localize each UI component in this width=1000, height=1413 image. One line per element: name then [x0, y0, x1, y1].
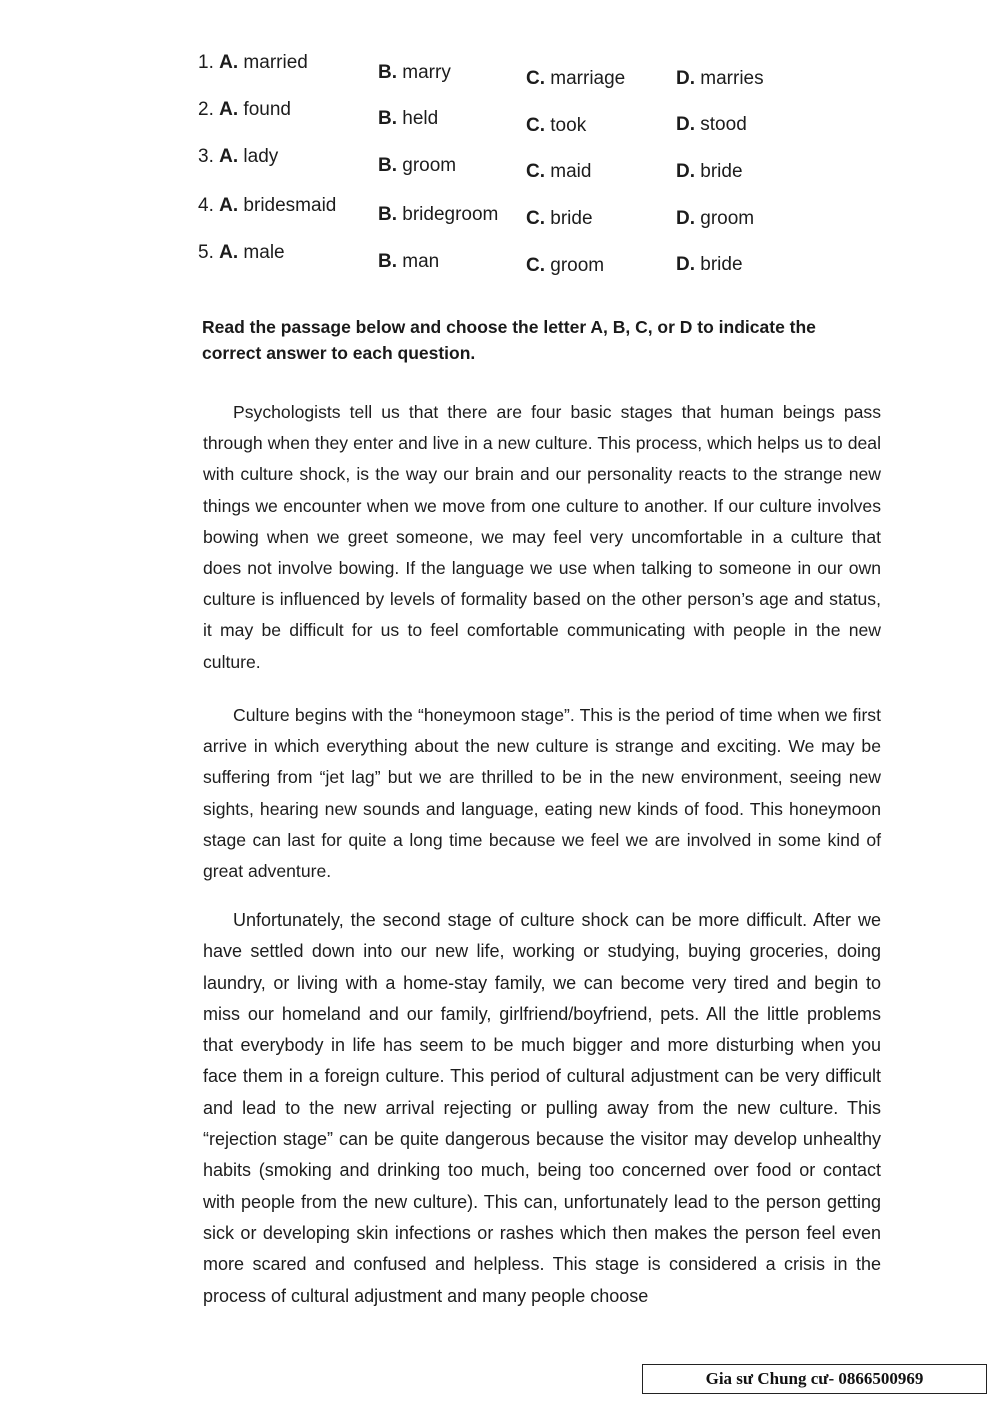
passage-paragraph-1: Psychologists tell us that there are four basic stages that human beings pass through when they enter and live in a new culture. This process, which helps us to deal with culture shock, is the way our brain and our personality reacts to the strange new things we encounter when we move from one culture to another. If our culture involves bowing when we greet someone, we may feel very uncomfortable in a culture that does not involve bowing. If the language we use when talking to someone in our own culture is influenced by levels of formality based on the other person’s age and status, it may be difficult for us to feel comfortable communicating with people in the new culture. [203, 402, 881, 672]
option-b: B. marry [378, 62, 451, 83]
question-row [198, 146, 898, 182]
question-row [198, 195, 898, 229]
option-b: B. bridegroom [378, 204, 499, 225]
option-d: D. marries [676, 68, 764, 89]
option-c: C. groom [526, 255, 605, 276]
option-d: D. bride [676, 254, 743, 275]
option-c: C. maid [526, 161, 592, 182]
option-a: 3. A. lady [198, 146, 279, 167]
option-b: B. man [378, 251, 440, 272]
reading-instruction: Read the passage below and choose the letter A, B, C, or D to indicate the correct answer to each question. [202, 317, 816, 363]
option-c: C. bride [526, 208, 593, 229]
option-a: 2. A. found [198, 99, 291, 120]
option-a: 1. A. married [198, 52, 308, 73]
question-row [198, 242, 898, 276]
option-c: C. took [526, 115, 587, 136]
option-b: B. held [378, 108, 439, 129]
option-d: D. groom [676, 208, 755, 229]
option-d: D. stood [676, 114, 747, 135]
option-b: B. groom [378, 155, 457, 176]
option-c: C. marriage [526, 68, 626, 89]
option-a: 5. A. male [198, 242, 285, 263]
question-row [198, 99, 898, 136]
passage-paragraph-3: Unfortunately, the second stage of culture shock can be more difficult. After we have settled down into our new life, working or studying, buying groceries, doing laundry, or living with a home-stay family, we can become very tired and begin to miss our homeland and our family, girlfriend/boyfriend, pets. All the little problems that everybody in life has seem to be much bigger and more disturbing when you face them in a foreign culture. This period of cultural adjustment can be very difficult and lead to the new arrival rejecting or pulling away from the new culture. This “rejection stage” can be quite dangerous because the visitor may develop unhealthy habits (smoking and drinking too much, being too concerned over food or contact with people from the new culture). This can, unfortunately lead to the person getting sick or developing skin infections or rashes which then makes the person feel even more scared and confused and helpless. This stage is considered a crisis in the process of cultural adjustment and many people choose [203, 910, 881, 1306]
passage-paragraph-2: Culture begins with the “honeymoon stage”. This is the period of time when we first arrive in which everything about the new culture is strange and exciting. We may be suffering from “jet lag” but we are thrilled to be in the new environment, seeing new sights, hearing new sounds and language, eating new kinds of food. This honeymoon stage can last for quite a long time because we feel we are involved in some kind of great adventure. [203, 705, 881, 882]
option-a: 4. A. bridesmaid [198, 195, 337, 216]
option-d: D. bride [676, 161, 743, 182]
footer-contact-box: Gia sư Chung cư- 0866500969 [642, 1364, 987, 1394]
question-row [198, 52, 898, 89]
